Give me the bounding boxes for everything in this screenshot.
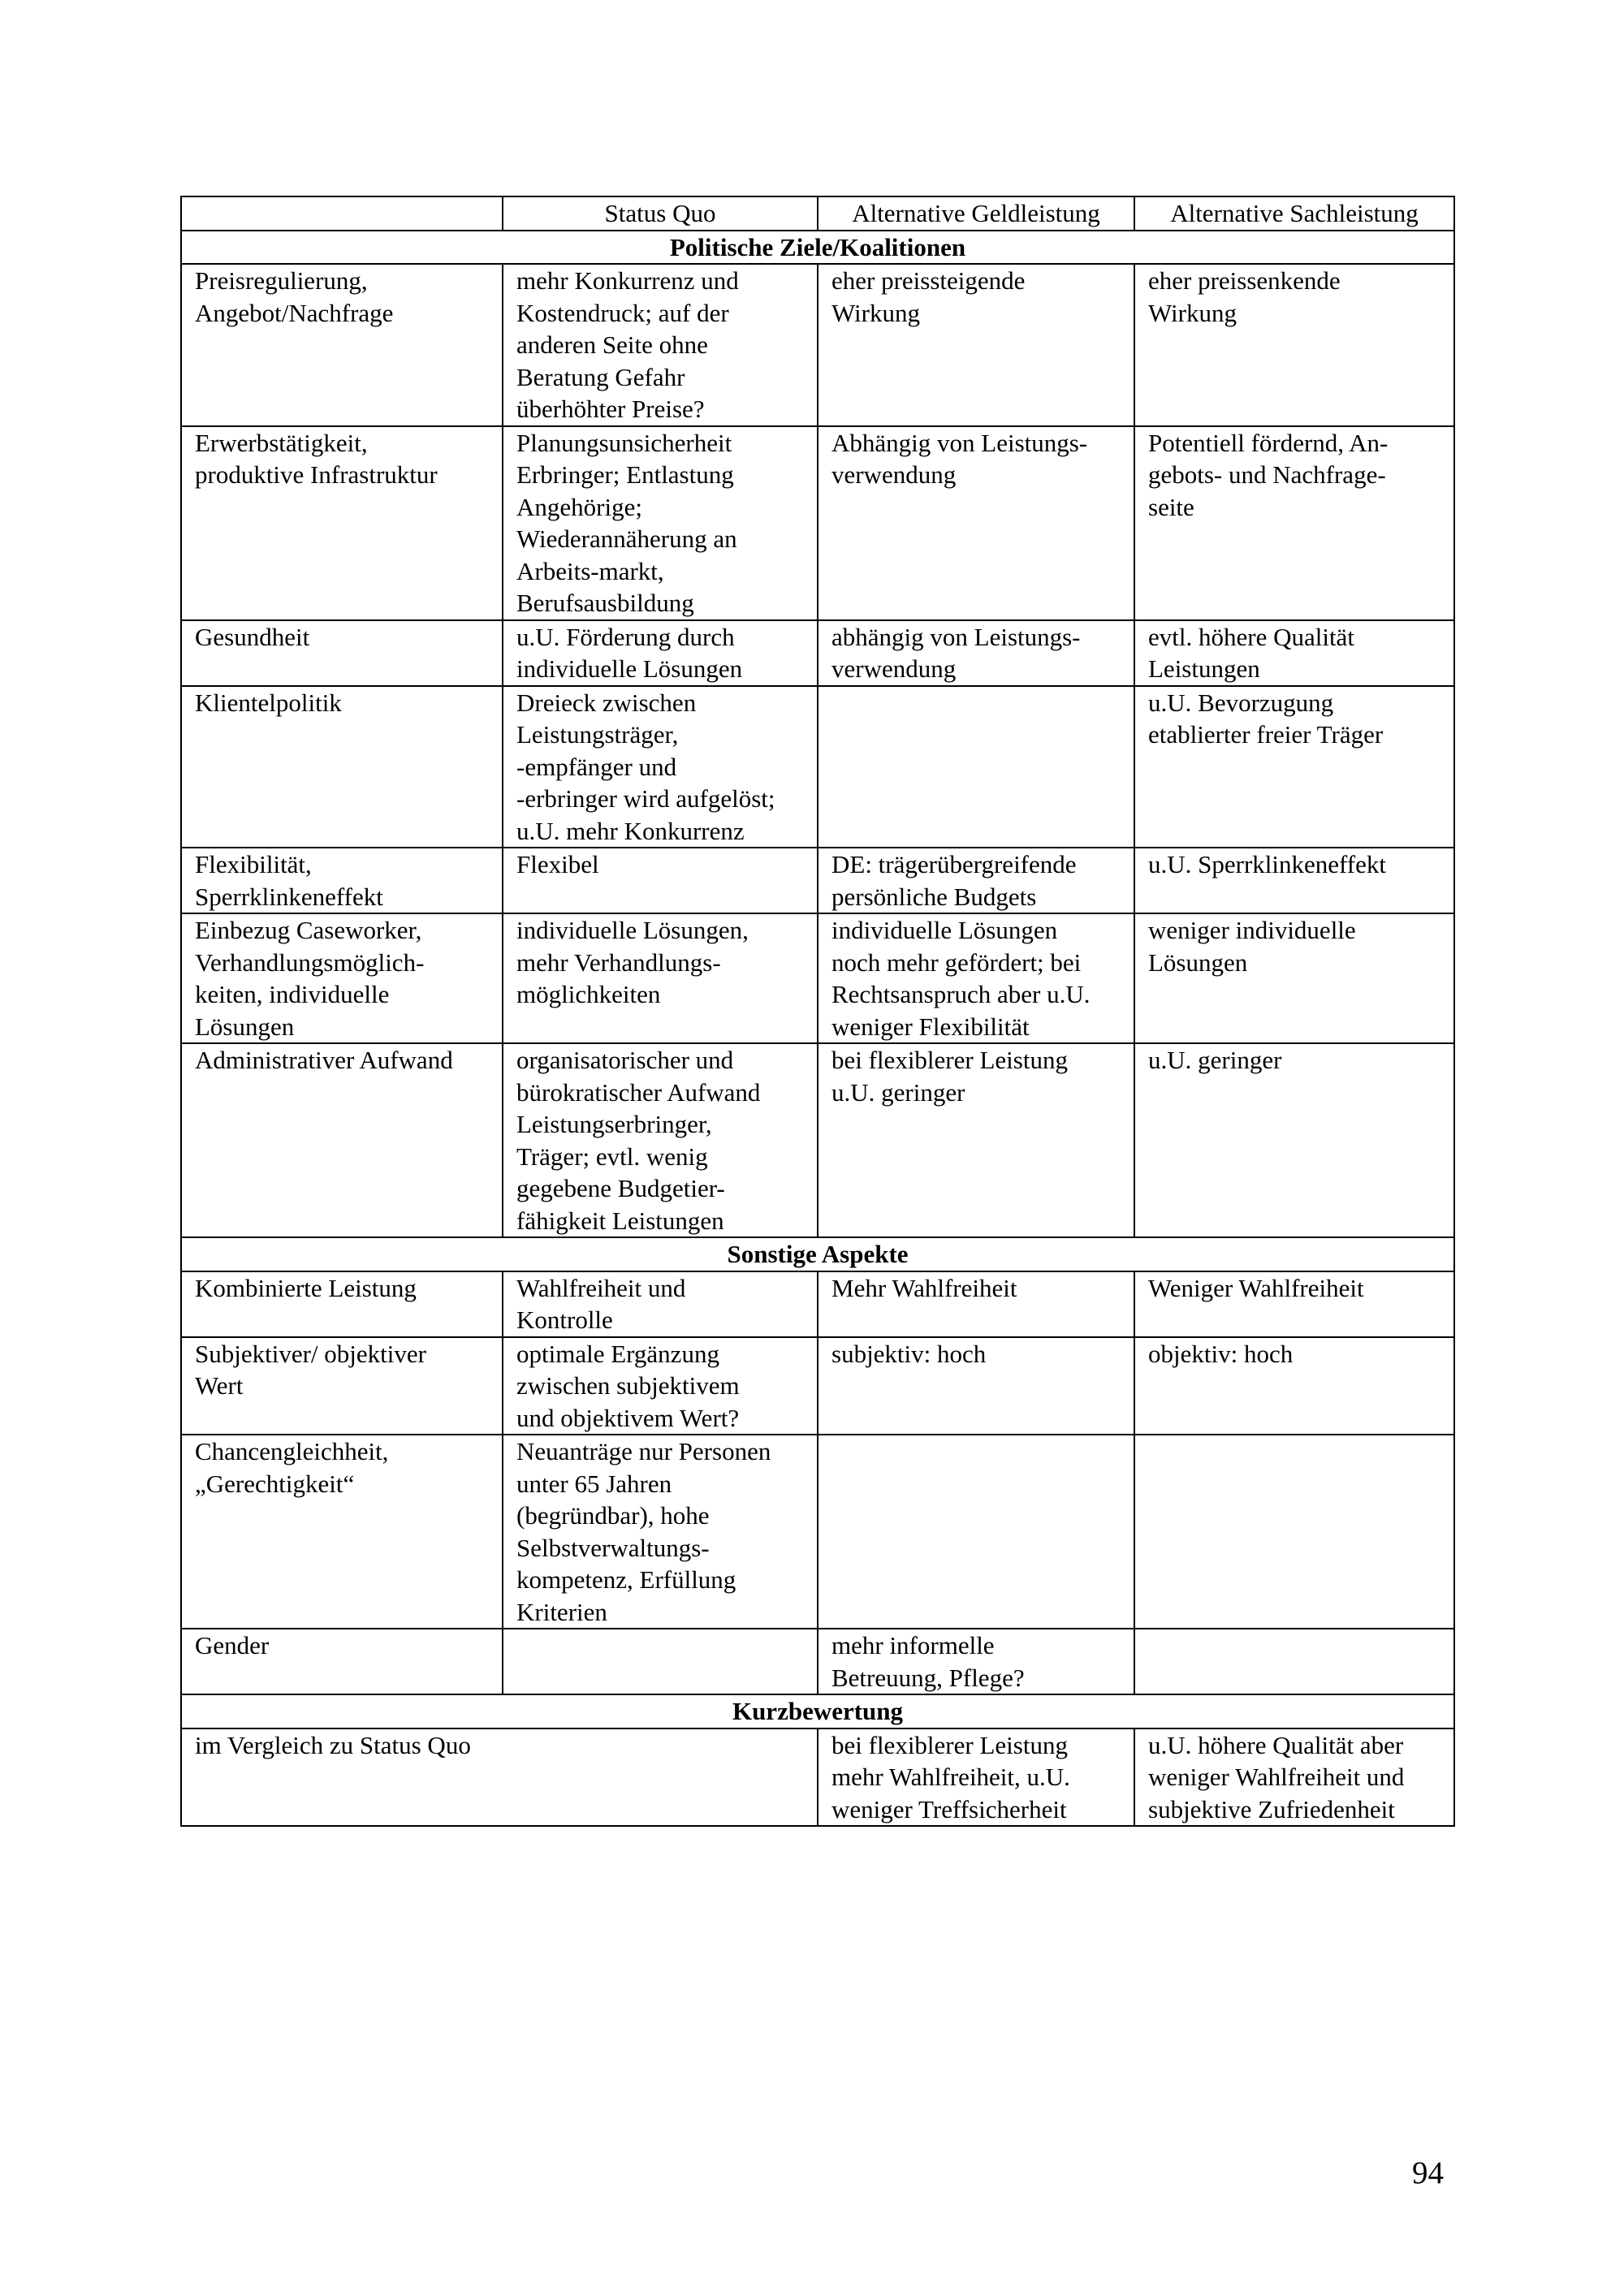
- sachleistung-cell: u.U. Bevorzugung etablierter freier Träger: [1134, 686, 1454, 848]
- table-row: [181, 426, 1454, 620]
- status-quo-cell: mehr Konkurrenz und Kostendruck; auf der anderen Seite ohne Beratung Gefahr überhöhter Preise?: [503, 264, 818, 426]
- geldleistung-cell: eher preissteigende Wirkung: [818, 264, 1134, 426]
- section-title: Sonstige Aspekte: [181, 1237, 1454, 1271]
- row-label-cell: Erwerbstätigkeit, produktive Infrastruktur: [181, 426, 503, 620]
- geldleistung-cell: abhängig von Leistungs- verwendung: [818, 620, 1134, 686]
- summary-sachleistung-cell: u.U. höhere Qualität aber weniger Wahlfreiheit und subjektive Zufriedenheit: [1134, 1728, 1454, 1827]
- status-quo-cell: organisatorischer und bürokratischer Aufwand Leistungserbringer, Träger; evtl. wenig gegebene Budgetier- fähigkeit Leistungen: [503, 1043, 818, 1237]
- geldleistung-cell: Mehr Wahlfreiheit: [818, 1271, 1134, 1337]
- geldleistung-cell: [818, 686, 1134, 848]
- row-label-cell: Subjektiver/ objektiver Wert: [181, 1337, 503, 1435]
- geldleistung-cell: DE: trägerübergreifende persönliche Budgets: [818, 848, 1134, 913]
- table-row: [181, 1435, 1454, 1629]
- row-label-cell: Gesundheit: [181, 620, 503, 686]
- status-quo-cell: optimale Ergänzung zwischen subjektivem und objektivem Wert?: [503, 1337, 818, 1435]
- status-quo-cell: u.U. Förderung durch individuelle Lösungen: [503, 620, 818, 686]
- status-quo-cell: Planungsunsicherheit Erbringer; Entlastung Angehörige; Wiederannäherung an Arbeits-markt, Berufsausbildung: [503, 426, 818, 620]
- table-row: [181, 686, 1454, 848]
- status-quo-cell: Dreieck zwischen Leistungsträger, -empfänger und -erbringer wird aufgelöst; u.U. mehr Konkurrenz: [503, 686, 818, 848]
- row-label-cell: Preisregulierung, Angebot/Nachfrage: [181, 264, 503, 426]
- geldleistung-cell: bei flexiblerer Leistung u.U. geringer: [818, 1043, 1134, 1237]
- sachleistung-cell: weniger individuelle Lösungen: [1134, 913, 1454, 1043]
- table-row: [181, 264, 1454, 426]
- table-row: [181, 1629, 1454, 1694]
- summary-geldleistung-cell: bei flexiblerer Leistung mehr Wahlfreiheit, u.U. weniger Treffsicherheit: [818, 1728, 1134, 1827]
- table-header-row: [181, 196, 1454, 231]
- sachleistung-cell: Potentiell fördernd, An- gebots- und Nachfrage- seite: [1134, 426, 1454, 620]
- section-header-row: [181, 1694, 1454, 1728]
- sachleistung-cell: objektiv: hoch: [1134, 1337, 1454, 1435]
- row-label-cell: Gender: [181, 1629, 503, 1694]
- section-header-row: [181, 1237, 1454, 1271]
- table-row: [181, 913, 1454, 1043]
- status-quo-cell: individuelle Lösungen, mehr Verhandlungs- möglichkeiten: [503, 913, 818, 1043]
- row-label-cell: Chancengleichheit, „Gerechtigkeit“: [181, 1435, 503, 1629]
- status-quo-cell: Wahlfreiheit und Kontrolle: [503, 1271, 818, 1337]
- table-row: [181, 620, 1454, 686]
- table-row: [181, 848, 1454, 913]
- table-row: [181, 1271, 1454, 1337]
- sachleistung-cell: u.U. Sperrklinkeneffekt: [1134, 848, 1454, 913]
- row-label-cell: Administrativer Aufwand: [181, 1043, 503, 1237]
- summary-row: [181, 1728, 1454, 1827]
- status-quo-cell: Flexibel: [503, 848, 818, 913]
- section-title: Kurzbewertung: [181, 1694, 1454, 1728]
- sachleistung-cell: eher preissenkende Wirkung: [1134, 264, 1454, 426]
- header-geldleistung: Alternative Geldleistung: [818, 196, 1134, 231]
- section-title: Politische Ziele/Koalitionen: [181, 231, 1454, 265]
- row-label-cell: Klientelpolitik: [181, 686, 503, 848]
- table-row: [181, 1043, 1454, 1237]
- comparison-table: [180, 196, 1455, 1827]
- page-number: 94: [1412, 2156, 1444, 2190]
- header-sachleistung: Alternative Sachleistung: [1134, 196, 1454, 231]
- table-row: [181, 1337, 1454, 1435]
- sachleistung-cell: u.U. geringer: [1134, 1043, 1454, 1237]
- geldleistung-cell: individuelle Lösungen noch mehr gefördert; bei Rechtsanspruch aber u.U. weniger Flexibilität: [818, 913, 1134, 1043]
- comparison-table-body: [181, 196, 1454, 1826]
- sachleistung-cell: [1134, 1629, 1454, 1694]
- geldleistung-cell: [818, 1435, 1134, 1629]
- row-label-cell: Kombinierte Leistung: [181, 1271, 503, 1337]
- sachleistung-cell: [1134, 1435, 1454, 1629]
- header-status-quo: Status Quo: [503, 196, 818, 231]
- geldleistung-cell: mehr informelle Betreuung, Pflege?: [818, 1629, 1134, 1694]
- row-label-cell: Flexibilität, Sperrklinkeneffekt: [181, 848, 503, 913]
- status-quo-cell: [503, 1629, 818, 1694]
- sachleistung-cell: evtl. höhere Qualität Leistungen: [1134, 620, 1454, 686]
- sachleistung-cell: Weniger Wahlfreiheit: [1134, 1271, 1454, 1337]
- header-cell-empty: [181, 196, 503, 231]
- geldleistung-cell: Abhängig von Leistungs- verwendung: [818, 426, 1134, 620]
- row-label-cell: Einbezug Caseworker, Verhandlungsmöglich- keiten, individuelle Lösungen: [181, 913, 503, 1043]
- geldleistung-cell: subjektiv: hoch: [818, 1337, 1134, 1435]
- section-header-row: [181, 231, 1454, 265]
- status-quo-cell: Neuanträge nur Personen unter 65 Jahren (begründbar), hohe Selbstverwaltungs- kompetenz, Erfüllung Kriterien: [503, 1435, 818, 1629]
- summary-label-cell: im Vergleich zu Status Quo: [181, 1728, 818, 1827]
